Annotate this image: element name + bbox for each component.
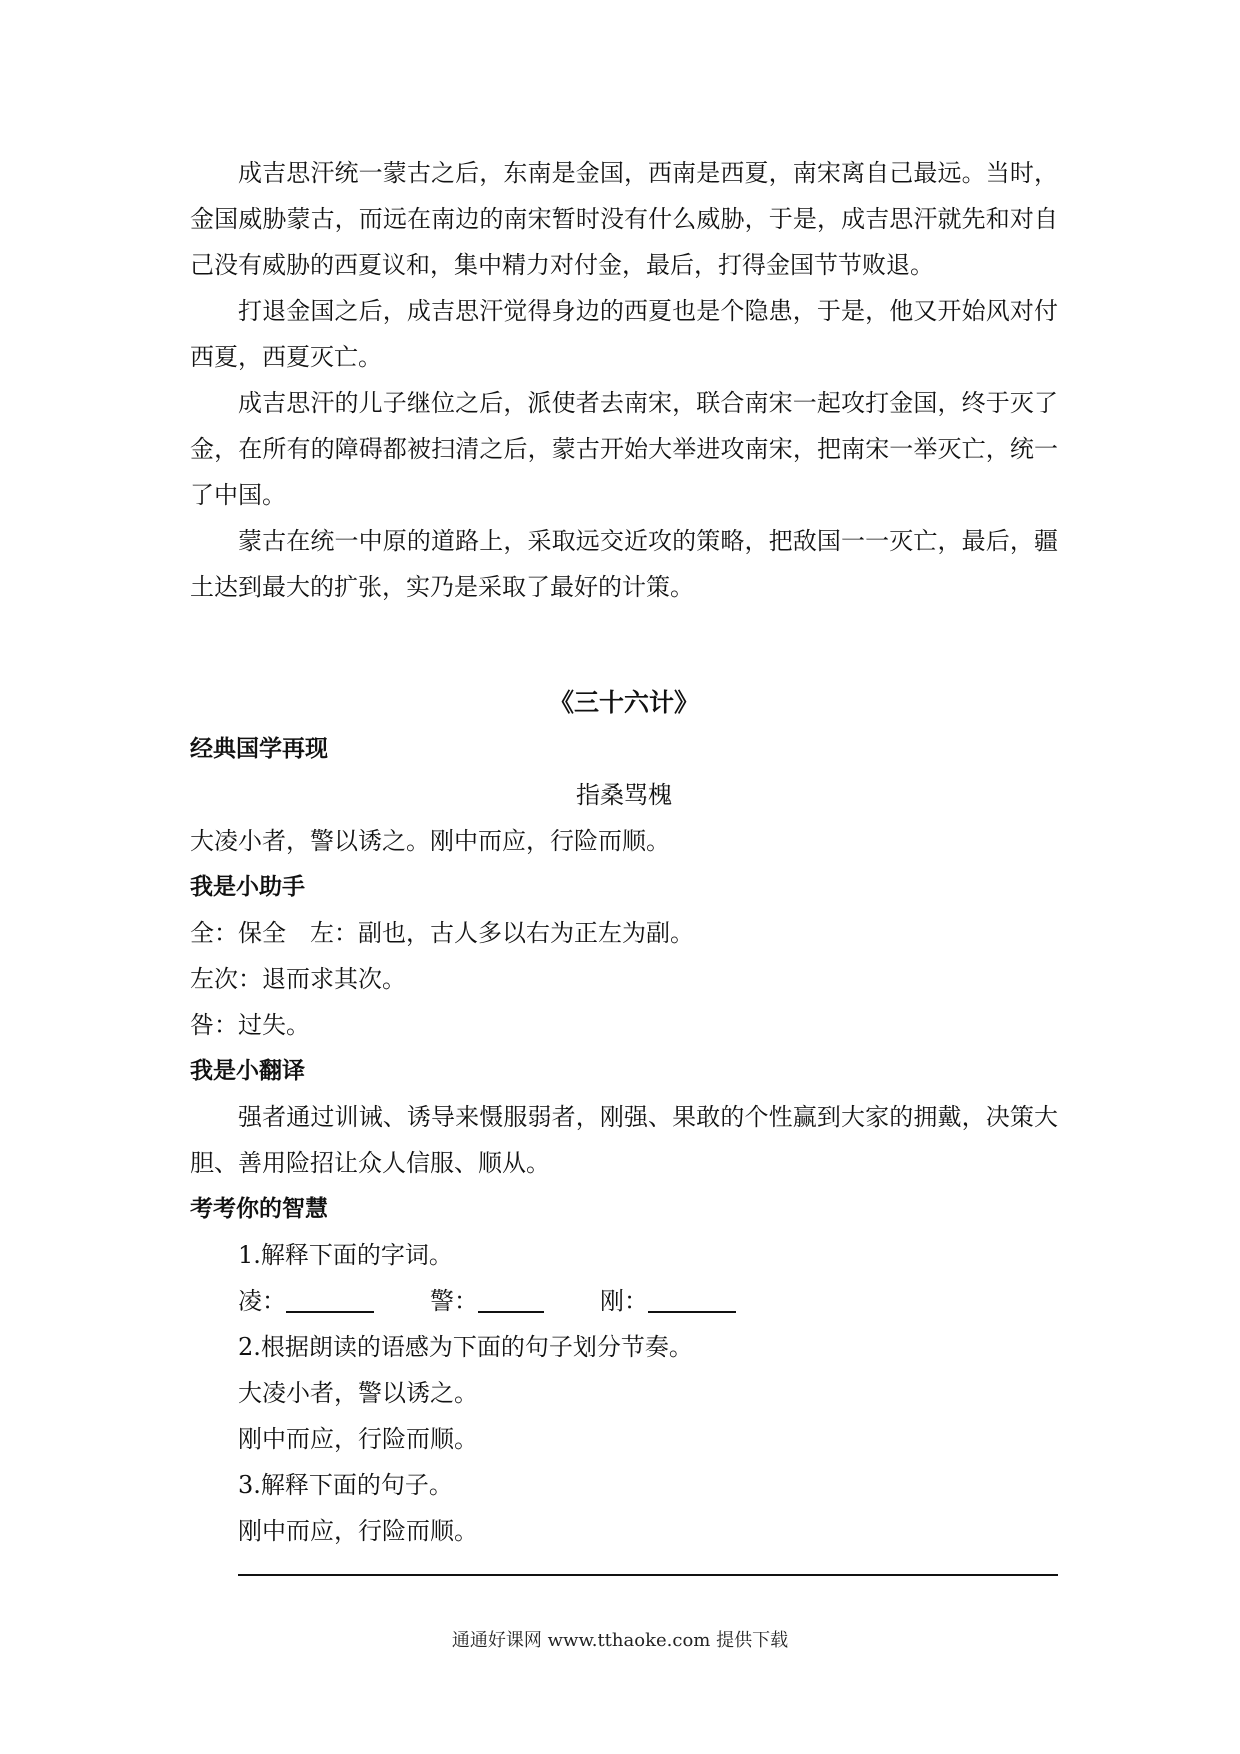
helper-line-3: 咎：过失。	[190, 1011, 310, 1039]
footer-divider	[238, 1574, 1058, 1576]
quiz-blanks-row	[190, 1278, 1058, 1324]
blank-label-ling: 凌：	[238, 1287, 286, 1315]
classic-subtitle: 指桑骂槐	[576, 781, 672, 809]
classic-heading: 经典国学再现	[190, 736, 328, 762]
helper-line-1: 全：保全 左：副也，古人多以右为正左为副。	[190, 919, 694, 947]
quiz-question-3-line: 刚中而应，行险而顺。	[238, 1517, 478, 1545]
quiz-question-1: 1.解释下面的字词。	[238, 1241, 453, 1269]
quiz-question-2: 2.根据朗读的语感为下面的句子划分节奏。	[238, 1333, 693, 1361]
story-paragraph-4: 蒙古在统一中原的道路上，采取远交近攻的策略，把敌国一一灭亡，最后，疆土达到最大的扩张，实乃是采取了最好的计策。	[190, 527, 1058, 601]
blank-line-gang	[648, 1285, 736, 1313]
blank-label-gang: 刚：	[600, 1287, 648, 1315]
helper-line-2: 左次：退而求其次。	[190, 965, 406, 993]
story-paragraph-1: 成吉思汗统一蒙古之后，东南是金国，西南是西夏，南宋离自己最远。当时，金国威胁蒙古，而远在南边的南宋暂时没有什么威胁，于是，成吉思汗就先和对自己没有威胁的西夏议和，集中精力对付金，最后，打得金国节节败退。	[190, 159, 1058, 279]
quiz-question-3: 3.解释下面的句子。	[238, 1471, 453, 1499]
helper-heading: 我是小助手	[190, 874, 305, 900]
story-paragraph-3: 成吉思汗的儿子继位之后，派使者去南宋，联合南宋一起攻打金国，终于灭了金，在所有的障碍都被扫清之后，蒙古开始大举进攻南宋，把南宋一举灭亡，统一了中国。	[190, 389, 1058, 509]
translate-text: 强者通过训诫、诱导来慑服弱者，刚强、果敢的个性赢到大家的拥戴，决策大胆、善用险招让众人信服、顺从。	[190, 1103, 1058, 1177]
classic-text: 大凌小者，警以诱之。刚中而应，行险而顺。	[190, 827, 670, 855]
quiz-heading: 考考你的智慧	[190, 1196, 328, 1222]
blank-line-ling	[286, 1285, 374, 1313]
blank-line-jing	[478, 1285, 544, 1313]
page-footer: 通通好课网 www.tthaoke.com 提供下载	[451, 1630, 789, 1651]
quiz-question-2-line-1: 大凌小者，警以诱之。	[238, 1379, 478, 1407]
blank-label-jing: 警：	[430, 1287, 478, 1315]
translate-heading: 我是小翻译	[190, 1058, 305, 1084]
story-paragraph-2: 打退金国之后，成吉思汗觉得身边的西夏也是个隐患，于是，他又开始风对付西夏，西夏灭亡。	[190, 297, 1058, 371]
book-title: 《三十六计》	[548, 688, 699, 717]
story-section	[190, 150, 1058, 610]
quiz-question-2-line-2: 刚中而应，行险而顺。	[238, 1425, 478, 1453]
document-page	[190, 150, 1058, 1554]
